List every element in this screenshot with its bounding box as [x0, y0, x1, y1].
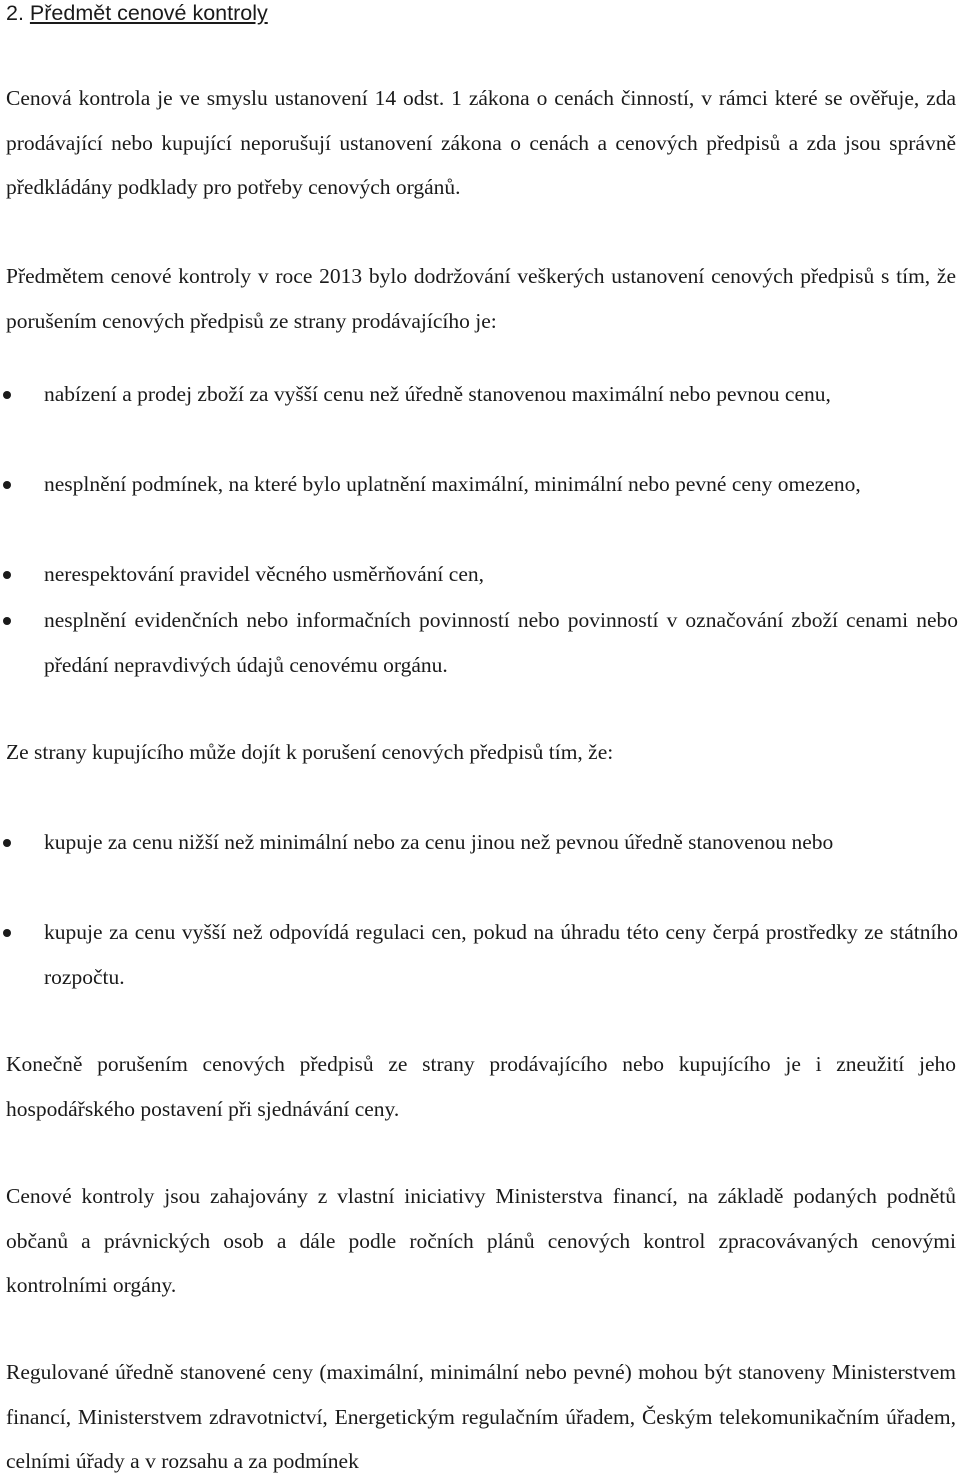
list-item — [44, 552, 958, 597]
list-item-text: nesplnění podmínek, na které bylo uplatnění maximální, minimální nebo pevné ceny omezeno, — [44, 472, 861, 496]
paragraph-price-control-definition: Cenová kontrola je ve smyslu ustanovení 14 odst. 1 zákona o cenách činností, v rámci které se ověřuje, zda prodávající nebo kupující neporušují ustanovení zákona o cenách a cenových předpisů a zda jsou správně předkládány podklady pro potřeby cenových orgánů. — [6, 86, 956, 199]
paragraph-buyer-violations-intro: Ze strany kupujícího může dojít k porušení cenových předpisů tím, že: — [6, 740, 614, 764]
bullet-icon — [3, 617, 11, 625]
section-heading — [6, 0, 268, 26]
section-number: 2. — [6, 1, 24, 25]
bullet-icon — [3, 839, 11, 847]
paragraph-regulated-prices: Regulované úředně stanovené ceny (maximální, minimální nebo pevné) mohou být stanoveny Ministerstvem financí, Ministerstvem zdravotnictví, Energetickým regulačním úřadem, Českým telekomunikačním úřadem, celními úřady a v rozsahu a za podmínek — [6, 1360, 956, 1473]
section-title: Předmět cenové kontroly — [29, 1, 268, 25]
list-item-text: nesplnění evidenčních nebo informačních povinností nebo povinností v označování zboží cenami nebo předání nepravdivých údajů cenovému orgánu. — [44, 608, 958, 677]
paragraph-subject-of-control: Předmětem cenové kontroly v roce 2013 bylo dodržování veškerých ustanovení cenových předpisů s tím, že porušením cenových předpisů ze strany prodávajícího je: — [6, 264, 956, 333]
bullet-icon — [3, 929, 11, 937]
bullet-icon — [3, 571, 11, 579]
list-item-text: kupuje za cenu vyšší než odpovídá regulaci cen, pokud na úhradu této ceny čerpá prostředky ze státního rozpočtu. — [44, 920, 958, 989]
list-item-text: kupuje za cenu nižší než minimální nebo za cenu jinou než pevnou úředně stanovenou nebo — [44, 830, 834, 854]
list-item — [44, 910, 958, 999]
list-item — [44, 372, 958, 417]
list-item-text: nerespektování pravidel věcného usměrňování cen, — [44, 562, 484, 586]
paragraph-control-initiation: Cenové kontroly jsou zahajovány z vlastní iniciativy Ministerstva financí, na základě podaných podnětů občanů a právnických osob a dále podle ročních plánů cenových kontrol zpracovávaných cenovými kontrolními orgány. — [6, 1184, 956, 1297]
list-item-text: nabízení a prodej zboží za vyšší cenu než úředně stanovenou maximální nebo pevnou cenu, — [44, 382, 831, 406]
list-item — [44, 820, 958, 865]
bullet-icon — [3, 481, 11, 489]
paragraph-abuse-of-position: Konečně porušením cenových předpisů ze strany prodávajícího nebo kupujícího je i zneužití jeho hospodářského postavení při sjednávání ceny. — [6, 1052, 956, 1121]
bullet-icon — [3, 391, 11, 399]
list-item — [44, 462, 958, 507]
list-item — [44, 598, 958, 687]
